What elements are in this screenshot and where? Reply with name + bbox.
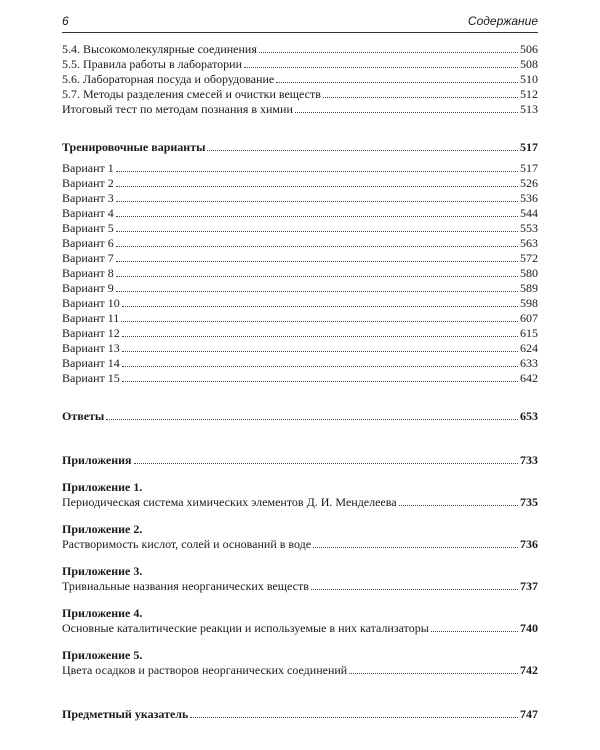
dot-leader <box>121 321 518 322</box>
toc-section-answers[interactable]: Ответы 653 <box>62 409 538 423</box>
dot-leader <box>116 291 518 292</box>
dot-leader <box>116 171 518 172</box>
appendix-heading: Приложение 3. <box>62 564 143 578</box>
toc-entry[interactable]: Итоговый тест по методам познания в химии 513 <box>62 102 538 116</box>
dot-leader <box>311 589 518 590</box>
dot-leader <box>106 419 518 420</box>
appendix-heading: Приложение 2. <box>62 522 143 536</box>
toc-entry[interactable]: 5.4. Высокомолекулярные соединения 506 <box>62 42 538 56</box>
dot-leader <box>116 186 518 187</box>
toc-entry-appendix[interactable]: Цвета осадков и растворов неорганических соединений 742 <box>62 663 538 677</box>
dot-leader <box>116 276 518 277</box>
dot-leader <box>259 52 518 53</box>
toc-entry-appendix[interactable]: Основные каталитические реакции и используемые в них катализаторы 740 <box>62 621 538 635</box>
appendix-heading: Приложение 1. <box>62 480 143 494</box>
toc-section-training[interactable]: Тренировочные варианты 517 <box>62 140 538 154</box>
dot-leader <box>295 112 518 113</box>
toc-entry-variant[interactable]: Вариант 11 607 <box>62 311 538 325</box>
dot-leader <box>276 82 518 83</box>
table-of-contents <box>62 42 538 722</box>
toc-entry-variant[interactable]: Вариант 12 615 <box>62 326 538 340</box>
appendix-1 <box>62 480 538 510</box>
toc-entry-variant[interactable]: Вариант 5 553 <box>62 221 538 235</box>
dot-leader <box>116 231 518 232</box>
toc-section-subject-index[interactable]: Предметный указатель 747 <box>62 707 538 721</box>
dot-leader <box>122 366 518 367</box>
toc-entry[interactable]: 5.5. Правила работы в лаборатории 508 <box>62 57 538 71</box>
toc-entry[interactable]: 5.7. Методы разделения смесей и очистки веществ 512 <box>62 87 538 101</box>
running-title: Содержание <box>467 14 538 28</box>
toc-entry-appendix[interactable]: Тривиальные названия неорганических веществ 737 <box>62 579 538 593</box>
toc-entry-variant[interactable]: Вариант 9 589 <box>62 281 538 295</box>
toc-entry-variant[interactable]: Вариант 3 536 <box>62 191 538 205</box>
toc-entry-variant[interactable]: Вариант 4 544 <box>62 206 538 220</box>
toc-entry[interactable]: 5.6. Лабораторная посуда и оборудование 510 <box>62 72 538 86</box>
toc-entry-variant[interactable]: Вариант 10 598 <box>62 296 538 310</box>
toc-entry-appendix[interactable]: Периодическая система химических элементов Д. И. Менделеева 735 <box>62 495 538 509</box>
dot-leader <box>323 97 518 98</box>
page-header <box>62 12 538 33</box>
appendix-heading: Приложение 5. <box>62 648 143 662</box>
toc-entry-variant[interactable]: Вариант 7 572 <box>62 251 538 265</box>
dot-leader <box>190 717 518 718</box>
toc-entry-variant[interactable]: Вариант 6 563 <box>62 236 538 250</box>
dot-leader <box>313 547 518 548</box>
dot-leader <box>122 306 518 307</box>
dot-leader <box>349 673 518 674</box>
dot-leader <box>116 261 518 262</box>
dot-leader <box>116 246 518 247</box>
appendix-5 <box>62 648 538 678</box>
toc-section-appendices[interactable]: Приложения 733 <box>62 453 538 467</box>
toc-entry-variant[interactable]: Вариант 2 526 <box>62 176 538 190</box>
dot-leader <box>122 381 518 382</box>
toc-entry-appendix[interactable]: Растворимость кислот, солей и оснований в воде 736 <box>62 537 538 551</box>
dot-leader <box>207 150 518 151</box>
section-5-entries <box>62 42 538 117</box>
appendix-2 <box>62 522 538 552</box>
toc-entry-variant[interactable]: Вариант 14 633 <box>62 356 538 370</box>
dot-leader <box>116 216 518 217</box>
toc-entry-variant[interactable]: Вариант 15 642 <box>62 371 538 385</box>
page-number: 6 <box>62 14 69 28</box>
dot-leader <box>244 67 518 68</box>
appendix-3 <box>62 564 538 594</box>
dot-leader <box>122 351 518 352</box>
toc-entry-variant[interactable]: Вариант 8 580 <box>62 266 538 280</box>
toc-entry-variant[interactable]: Вариант 1 517 <box>62 161 538 175</box>
variant-list <box>62 161 538 386</box>
appendix-heading: Приложение 4. <box>62 606 143 620</box>
dot-leader <box>134 463 518 464</box>
appendix-4 <box>62 606 538 636</box>
dot-leader <box>116 201 518 202</box>
dot-leader <box>431 631 518 632</box>
dot-leader <box>122 336 518 337</box>
dot-leader <box>399 505 518 506</box>
toc-entry-variant[interactable]: Вариант 13 624 <box>62 341 538 355</box>
